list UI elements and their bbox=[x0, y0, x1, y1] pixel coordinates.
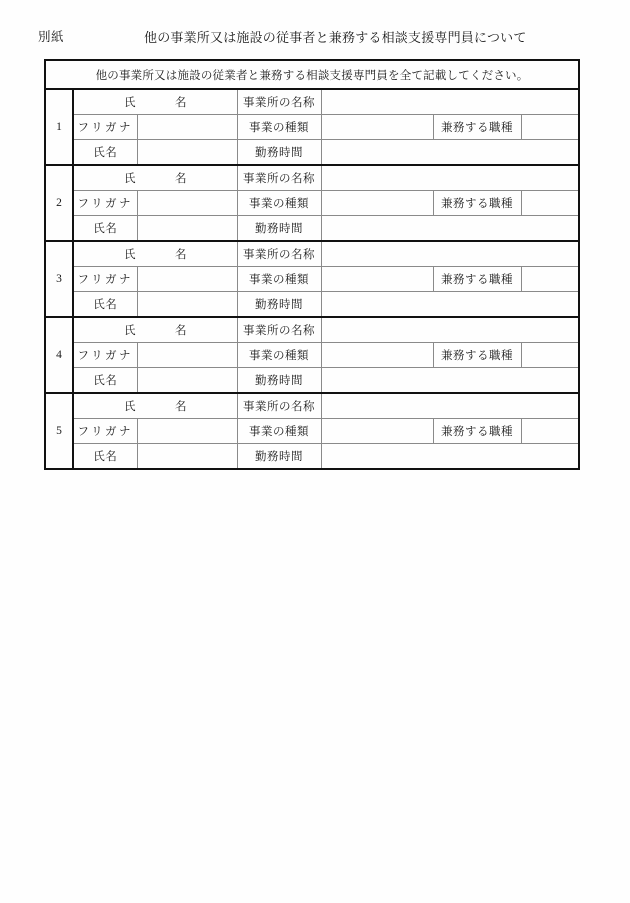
office-name-value[interactable] bbox=[321, 241, 579, 267]
name-value[interactable] bbox=[137, 292, 237, 318]
name-label: 氏名 bbox=[73, 216, 137, 242]
name-value[interactable] bbox=[137, 216, 237, 242]
entry-row-furigana bbox=[45, 191, 579, 216]
office-name-label: 事業所の名称 bbox=[237, 241, 321, 267]
business-type-value[interactable] bbox=[321, 115, 433, 140]
name-heading-label bbox=[73, 241, 237, 267]
furigana-label: フリガナ bbox=[73, 343, 137, 368]
name-label: 氏名 bbox=[73, 292, 137, 318]
name-value[interactable] bbox=[137, 140, 237, 166]
name-heading-text: 氏 名 bbox=[124, 249, 201, 261]
working-hours-value[interactable] bbox=[321, 368, 579, 394]
concurrent-job-value[interactable] bbox=[521, 343, 579, 368]
name-label: 氏名 bbox=[73, 444, 137, 470]
business-type-value[interactable] bbox=[321, 343, 433, 368]
concurrent-job-label: 兼務する職種 bbox=[433, 419, 521, 444]
instruction-row bbox=[45, 60, 579, 89]
entry-row-hours bbox=[45, 368, 579, 394]
entry-row-hours bbox=[45, 216, 579, 242]
entry-row-hours bbox=[45, 292, 579, 318]
furigana-label: フリガナ bbox=[73, 115, 137, 140]
office-name-label: 事業所の名称 bbox=[237, 317, 321, 343]
furigana-value[interactable] bbox=[137, 191, 237, 216]
business-type-value[interactable] bbox=[321, 419, 433, 444]
name-heading-label bbox=[73, 317, 237, 343]
name-heading-label bbox=[73, 393, 237, 419]
furigana-value[interactable] bbox=[137, 115, 237, 140]
office-name-label: 事業所の名称 bbox=[237, 89, 321, 115]
concurrent-job-value[interactable] bbox=[521, 115, 579, 140]
business-type-value[interactable] bbox=[321, 267, 433, 292]
office-name-value[interactable] bbox=[321, 89, 579, 115]
office-name-label: 事業所の名称 bbox=[237, 393, 321, 419]
entry-index: 3 bbox=[45, 241, 73, 317]
entry-row-hours bbox=[45, 444, 579, 470]
entry-row-name bbox=[45, 317, 579, 343]
entry-row-furigana bbox=[45, 419, 579, 444]
document-header bbox=[0, 27, 630, 47]
concurrent-job-label: 兼務する職種 bbox=[433, 343, 521, 368]
working-hours-label: 勤務時間 bbox=[237, 368, 321, 394]
entry-row-name bbox=[45, 165, 579, 191]
entry-index: 1 bbox=[45, 89, 73, 165]
furigana-label: フリガナ bbox=[73, 419, 137, 444]
concurrent-job-label: 兼務する職種 bbox=[433, 191, 521, 216]
furigana-label: フリガナ bbox=[73, 267, 137, 292]
entry-index: 4 bbox=[45, 317, 73, 393]
furigana-value[interactable] bbox=[137, 343, 237, 368]
concurrent-job-value[interactable] bbox=[521, 267, 579, 292]
entry-row-name bbox=[45, 393, 579, 419]
working-hours-label: 勤務時間 bbox=[237, 216, 321, 242]
office-name-label: 事業所の名称 bbox=[237, 165, 321, 191]
business-type-value[interactable] bbox=[321, 191, 433, 216]
business-type-label: 事業の種類 bbox=[237, 267, 321, 292]
business-type-label: 事業の種類 bbox=[237, 115, 321, 140]
furigana-value[interactable] bbox=[137, 419, 237, 444]
working-hours-value[interactable] bbox=[321, 140, 579, 166]
working-hours-value[interactable] bbox=[321, 216, 579, 242]
office-name-value[interactable] bbox=[321, 317, 579, 343]
name-value[interactable] bbox=[137, 368, 237, 394]
office-name-value[interactable] bbox=[321, 393, 579, 419]
staff-concurrent-duty-table bbox=[44, 59, 580, 470]
furigana-label: フリガナ bbox=[73, 191, 137, 216]
working-hours-label: 勤務時間 bbox=[237, 292, 321, 318]
name-value[interactable] bbox=[137, 444, 237, 470]
furigana-value[interactable] bbox=[137, 267, 237, 292]
business-type-label: 事業の種類 bbox=[237, 343, 321, 368]
name-label: 氏名 bbox=[73, 368, 137, 394]
entry-row-name bbox=[45, 241, 579, 267]
entry-row-furigana bbox=[45, 343, 579, 368]
entry-row-hours bbox=[45, 140, 579, 166]
name-heading-text: 氏 名 bbox=[124, 173, 201, 185]
concurrent-job-label: 兼務する職種 bbox=[433, 267, 521, 292]
business-type-label: 事業の種類 bbox=[237, 419, 321, 444]
name-heading-label bbox=[73, 165, 237, 191]
concurrent-job-value[interactable] bbox=[521, 419, 579, 444]
working-hours-label: 勤務時間 bbox=[237, 140, 321, 166]
document-title: 他の事業所又は施設の従事者と兼務する相談支援専門員について bbox=[144, 30, 527, 45]
instruction-text: 他の事業所又は施設の従業者と兼務する相談支援専門員を全て記載してください。 bbox=[45, 60, 579, 89]
working-hours-value[interactable] bbox=[321, 444, 579, 470]
name-label: 氏名 bbox=[73, 140, 137, 166]
document-tag: 別紙 bbox=[38, 30, 65, 44]
entry-row-name bbox=[45, 89, 579, 115]
office-name-value[interactable] bbox=[321, 165, 579, 191]
working-hours-label: 勤務時間 bbox=[237, 444, 321, 470]
entry-row-furigana bbox=[45, 267, 579, 292]
name-heading-text: 氏 名 bbox=[124, 97, 201, 109]
business-type-label: 事業の種類 bbox=[237, 191, 321, 216]
name-heading-text: 氏 名 bbox=[124, 401, 201, 413]
working-hours-value[interactable] bbox=[321, 292, 579, 318]
concurrent-job-value[interactable] bbox=[521, 191, 579, 216]
concurrent-job-label: 兼務する職種 bbox=[433, 115, 521, 140]
entry-row-furigana bbox=[45, 115, 579, 140]
entry-index: 5 bbox=[45, 393, 73, 469]
name-heading-label bbox=[73, 89, 237, 115]
name-heading-text: 氏 名 bbox=[124, 325, 201, 337]
entry-index: 2 bbox=[45, 165, 73, 241]
